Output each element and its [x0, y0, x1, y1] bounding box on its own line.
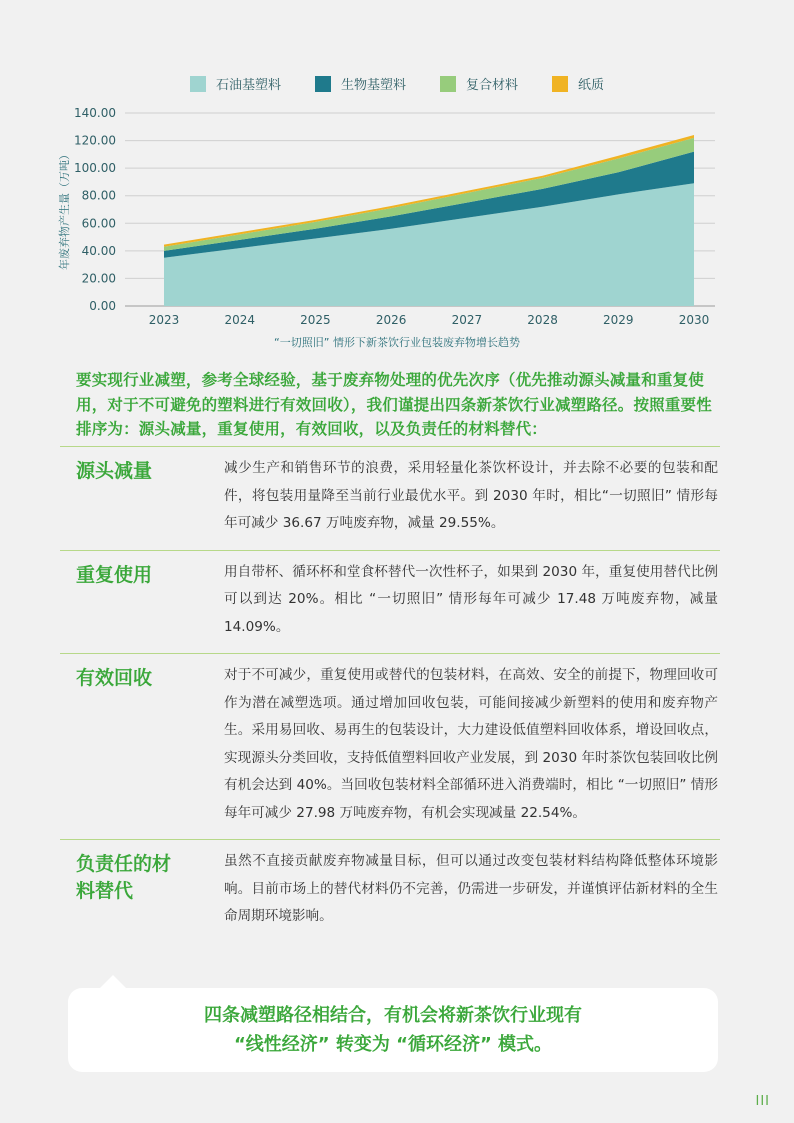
x-tick-label: 2029 — [603, 313, 634, 327]
x-tick-label: 2027 — [451, 313, 483, 327]
page-number: III — [755, 1094, 770, 1109]
x-tick-label: 2030 — [678, 313, 710, 327]
callout-pointer — [99, 975, 127, 989]
section-body: 对于不可减少，重复使用或替代的包装材料，在高效、安全的前提下，物理回收可作为潜在减塑选项。通过增加回收包装，可能间接减少新塑料的使用和废弃物产生。采用易回收、易再生的包装设计，大力建设低值塑料回收体系，增设回收点，实现源头分类回收，支持低值塑料回收产业发展，到 2030 年时茶饮包装回收比例有机会达到 40%。当回收包装材料全部循环进入消费端时，相比 “一切照旧” 情形每年可减少 27.98 万吨废弃物，有机会实现减量 22.54%。 — [224, 667, 718, 821]
chart-plot — [0, 0, 794, 340]
x-tick-label: 2025 — [300, 313, 331, 327]
pathway-sections — [60, 446, 720, 943]
y-tick-label: 140.00 — [74, 106, 116, 120]
waste-growth-chart — [0, 0, 794, 360]
y-tick-label: 60.00 — [81, 216, 116, 231]
legend-label: 纸质 — [578, 78, 605, 93]
section-recycling — [60, 653, 720, 839]
section-body: 减少生产和销售环节的浪费，采用轻量化茶饮杯设计，并去除不必要的包装和配件，将包装用量降至当前行业最优水平。到 2030 年时，相比“一切照旧” 情形每年可减少 36.67 万吨废弃物，减量 29.55%。 — [224, 460, 718, 531]
section-reuse — [60, 550, 720, 654]
legend-label: 石油基塑料 — [215, 78, 281, 93]
section-body: 虽然不直接贡献废弃物减量目标，但可以通过改变包装材料结构降低整体环境影响。目前市场上的替代材料仍不完善，仍需进一步研发，并谨慎评估新材料的全生命周期环境影响。 — [224, 853, 718, 924]
section-source-reduction — [60, 446, 720, 550]
section-title: 重复使用 — [76, 563, 153, 586]
y-tick-label: 80.00 — [81, 188, 116, 203]
section-material-substitution — [60, 839, 720, 943]
y-tick-label: 0.00 — [89, 299, 116, 313]
callout-line-1: 四条减塑路径相结合，有机会将新茶饮行业现有 — [204, 1005, 582, 1026]
section-title: 源头减量 — [76, 460, 153, 482]
section-title: 有效回收 — [76, 667, 153, 689]
callout-line-2: “线性经济” 转变为 “循环经济” 模式。 — [233, 1034, 553, 1055]
legend-label: 复合材料 — [466, 78, 519, 93]
y-tick-label: 100.00 — [74, 161, 116, 176]
y-tick-label: 40.00 — [81, 243, 116, 258]
x-tick-label: 2028 — [527, 313, 558, 327]
x-tick-label: 2024 — [224, 313, 255, 327]
legend-label: 生物基塑料 — [340, 78, 406, 93]
intro-paragraph: 要实现行业减塑，参考全球经验，基于废弃物处理的优先次序（优先推动源头减量和重复使用，对于不可避免的塑料进行有效回收），我们谨提出四条新茶饮行业减塑路径。按照重要性排序为：源头减量，重复使用，有效回收，以及负责任的材料替代： — [76, 371, 712, 438]
summary-callout — [68, 988, 718, 1072]
x-tick-label: 2023 — [148, 313, 180, 327]
chart-title: “一切照旧” 情形下新茶饮行业包装废弃物增长趋势 — [274, 336, 520, 349]
y-axis-label: 年废弃物产生量（万吨） — [58, 149, 71, 270]
y-tick-label: 20.00 — [81, 271, 116, 286]
y-tick-label: 120.00 — [74, 133, 116, 148]
section-title: 负责任的材料替代 — [76, 853, 172, 902]
section-body: 用自带杯、循环杯和堂食杯替代一次性杯子，如果到 2030 年，重复使用替代比例可以到达 20%。相比 “一切照旧” 情形每年可减少 17.48 万吨废弃物，减量 14.09%。 — [224, 563, 718, 635]
x-tick-label: 2026 — [375, 313, 407, 327]
